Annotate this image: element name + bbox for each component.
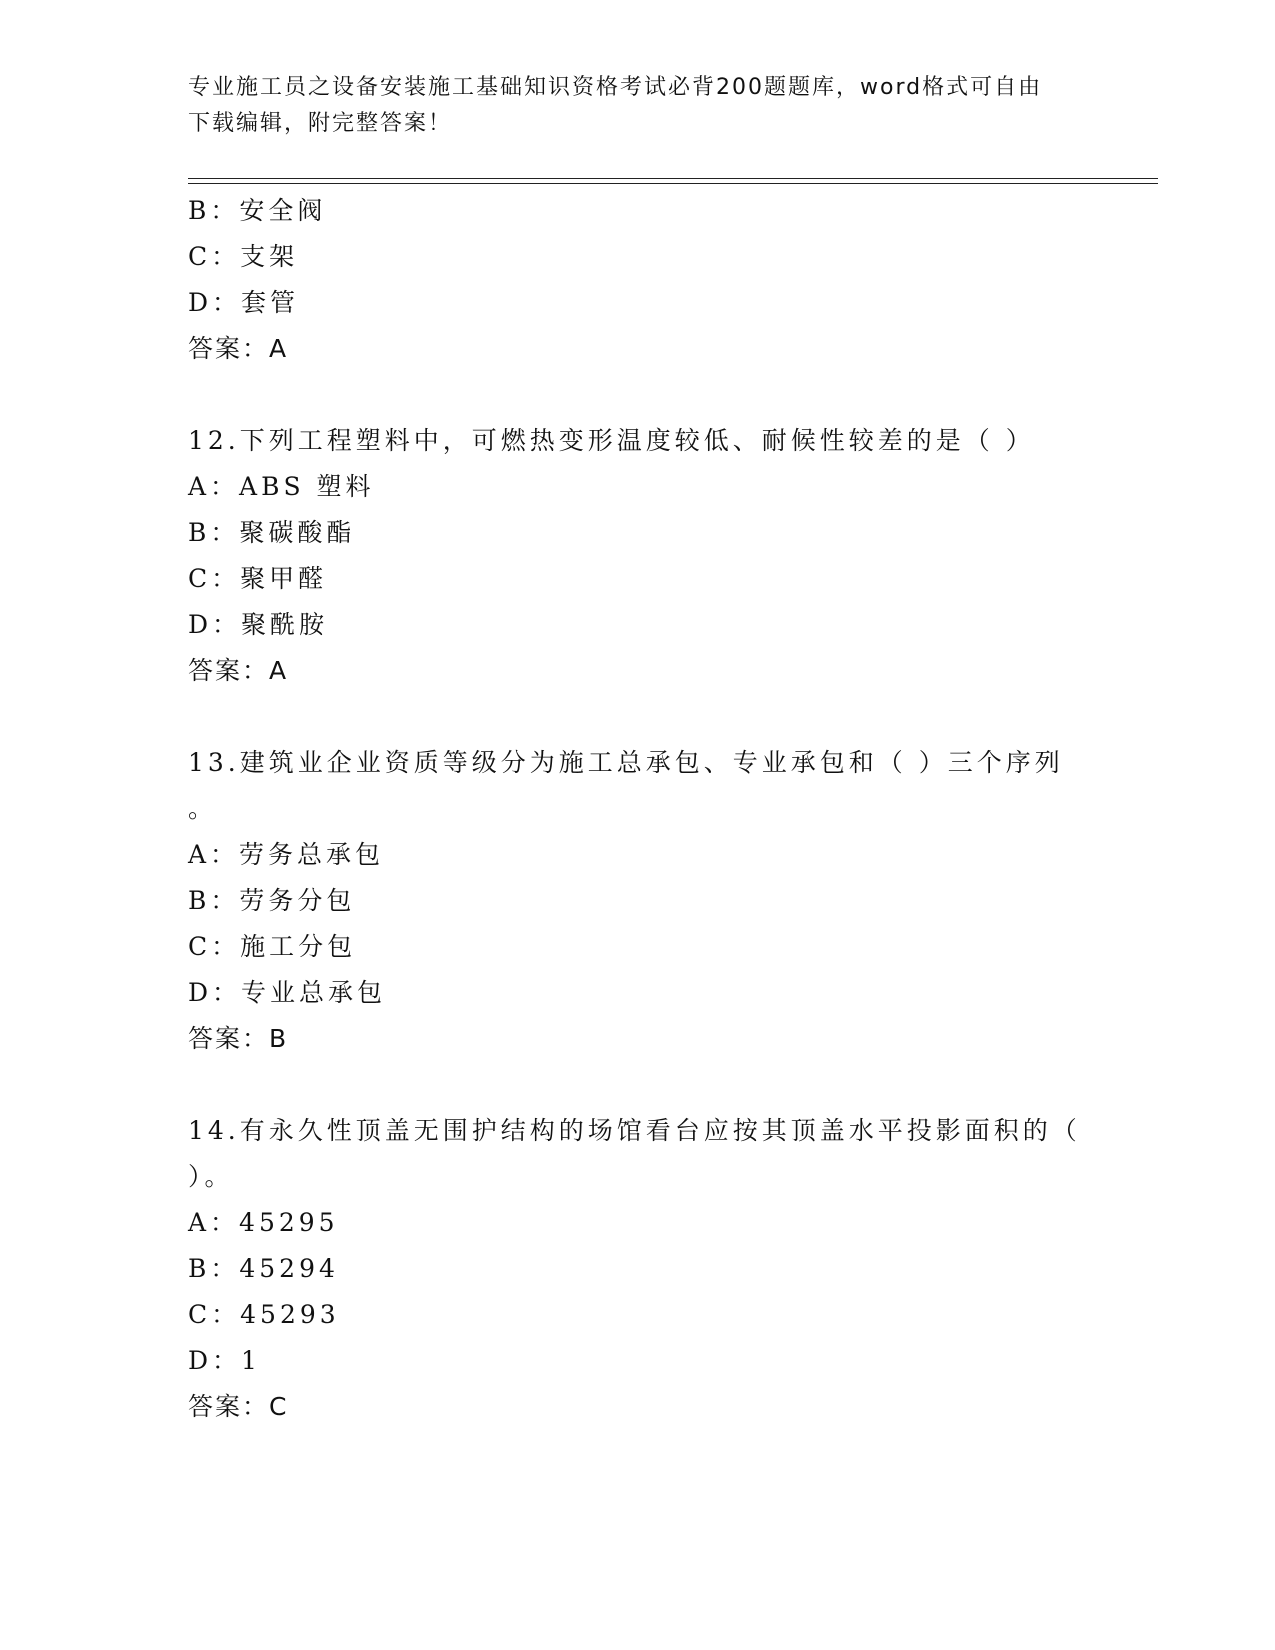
- spacer: [188, 372, 1088, 418]
- header-line-2: 下载编辑，附完整答案！: [188, 111, 453, 136]
- question-text-line-1: 14.有永久性顶盖无围护结构的场馆看台应按其顶盖水平投影面积的（: [188, 1116, 1081, 1145]
- option-c: C：施工分包: [188, 932, 357, 961]
- option-b: B：聚碳酸酯: [188, 518, 356, 547]
- option-a: A：ABS 塑料: [188, 472, 375, 501]
- question-13: [188, 740, 1088, 1062]
- header-divider-top: [188, 178, 1158, 179]
- option-a: A：45295: [188, 1208, 339, 1237]
- answer: 答案：A: [188, 656, 289, 685]
- option-c: C：聚甲醛: [188, 564, 328, 593]
- option-d: D：套管: [188, 288, 300, 317]
- option-d: D：聚酰胺: [188, 610, 329, 639]
- question-text: 12.下列工程塑料中，可燃热变形温度较低、耐候性较差的是（ ）: [188, 426, 1035, 455]
- option-b: B：45294: [188, 1254, 339, 1283]
- option-a: A：劳务总承包: [188, 840, 385, 869]
- answer: 答案：C: [188, 1392, 289, 1421]
- option-c: C：支架: [188, 242, 299, 271]
- spacer: [188, 694, 1088, 740]
- option-d: D：1: [188, 1346, 261, 1375]
- header-line-1: 专业施工员之设备安装施工基础知识资格考试必背200题题库，word格式可自由: [188, 75, 1043, 100]
- question-text-line-1: 13.建筑业企业资质等级分为施工总承包、专业承包和（ ）三个序列: [188, 748, 1064, 777]
- option-b: B：劳务分包: [188, 886, 356, 915]
- option-c: C：45293: [188, 1300, 340, 1329]
- document-header: [188, 70, 1068, 142]
- question-12: [188, 418, 1088, 694]
- option-d: D：专业总承包: [188, 978, 387, 1007]
- question-text-line-2: ）。: [188, 1162, 234, 1191]
- option-b: B：安全阀: [188, 196, 327, 225]
- header-divider-bottom: [188, 183, 1158, 184]
- question-14: [188, 1108, 1088, 1430]
- spacer: [188, 1062, 1088, 1108]
- answer: 答案：A: [188, 334, 289, 363]
- question-text-line-2: 。: [188, 794, 218, 823]
- question-list: [188, 188, 1088, 1430]
- question-11-tail: [188, 188, 1088, 372]
- answer: 答案：B: [188, 1024, 289, 1053]
